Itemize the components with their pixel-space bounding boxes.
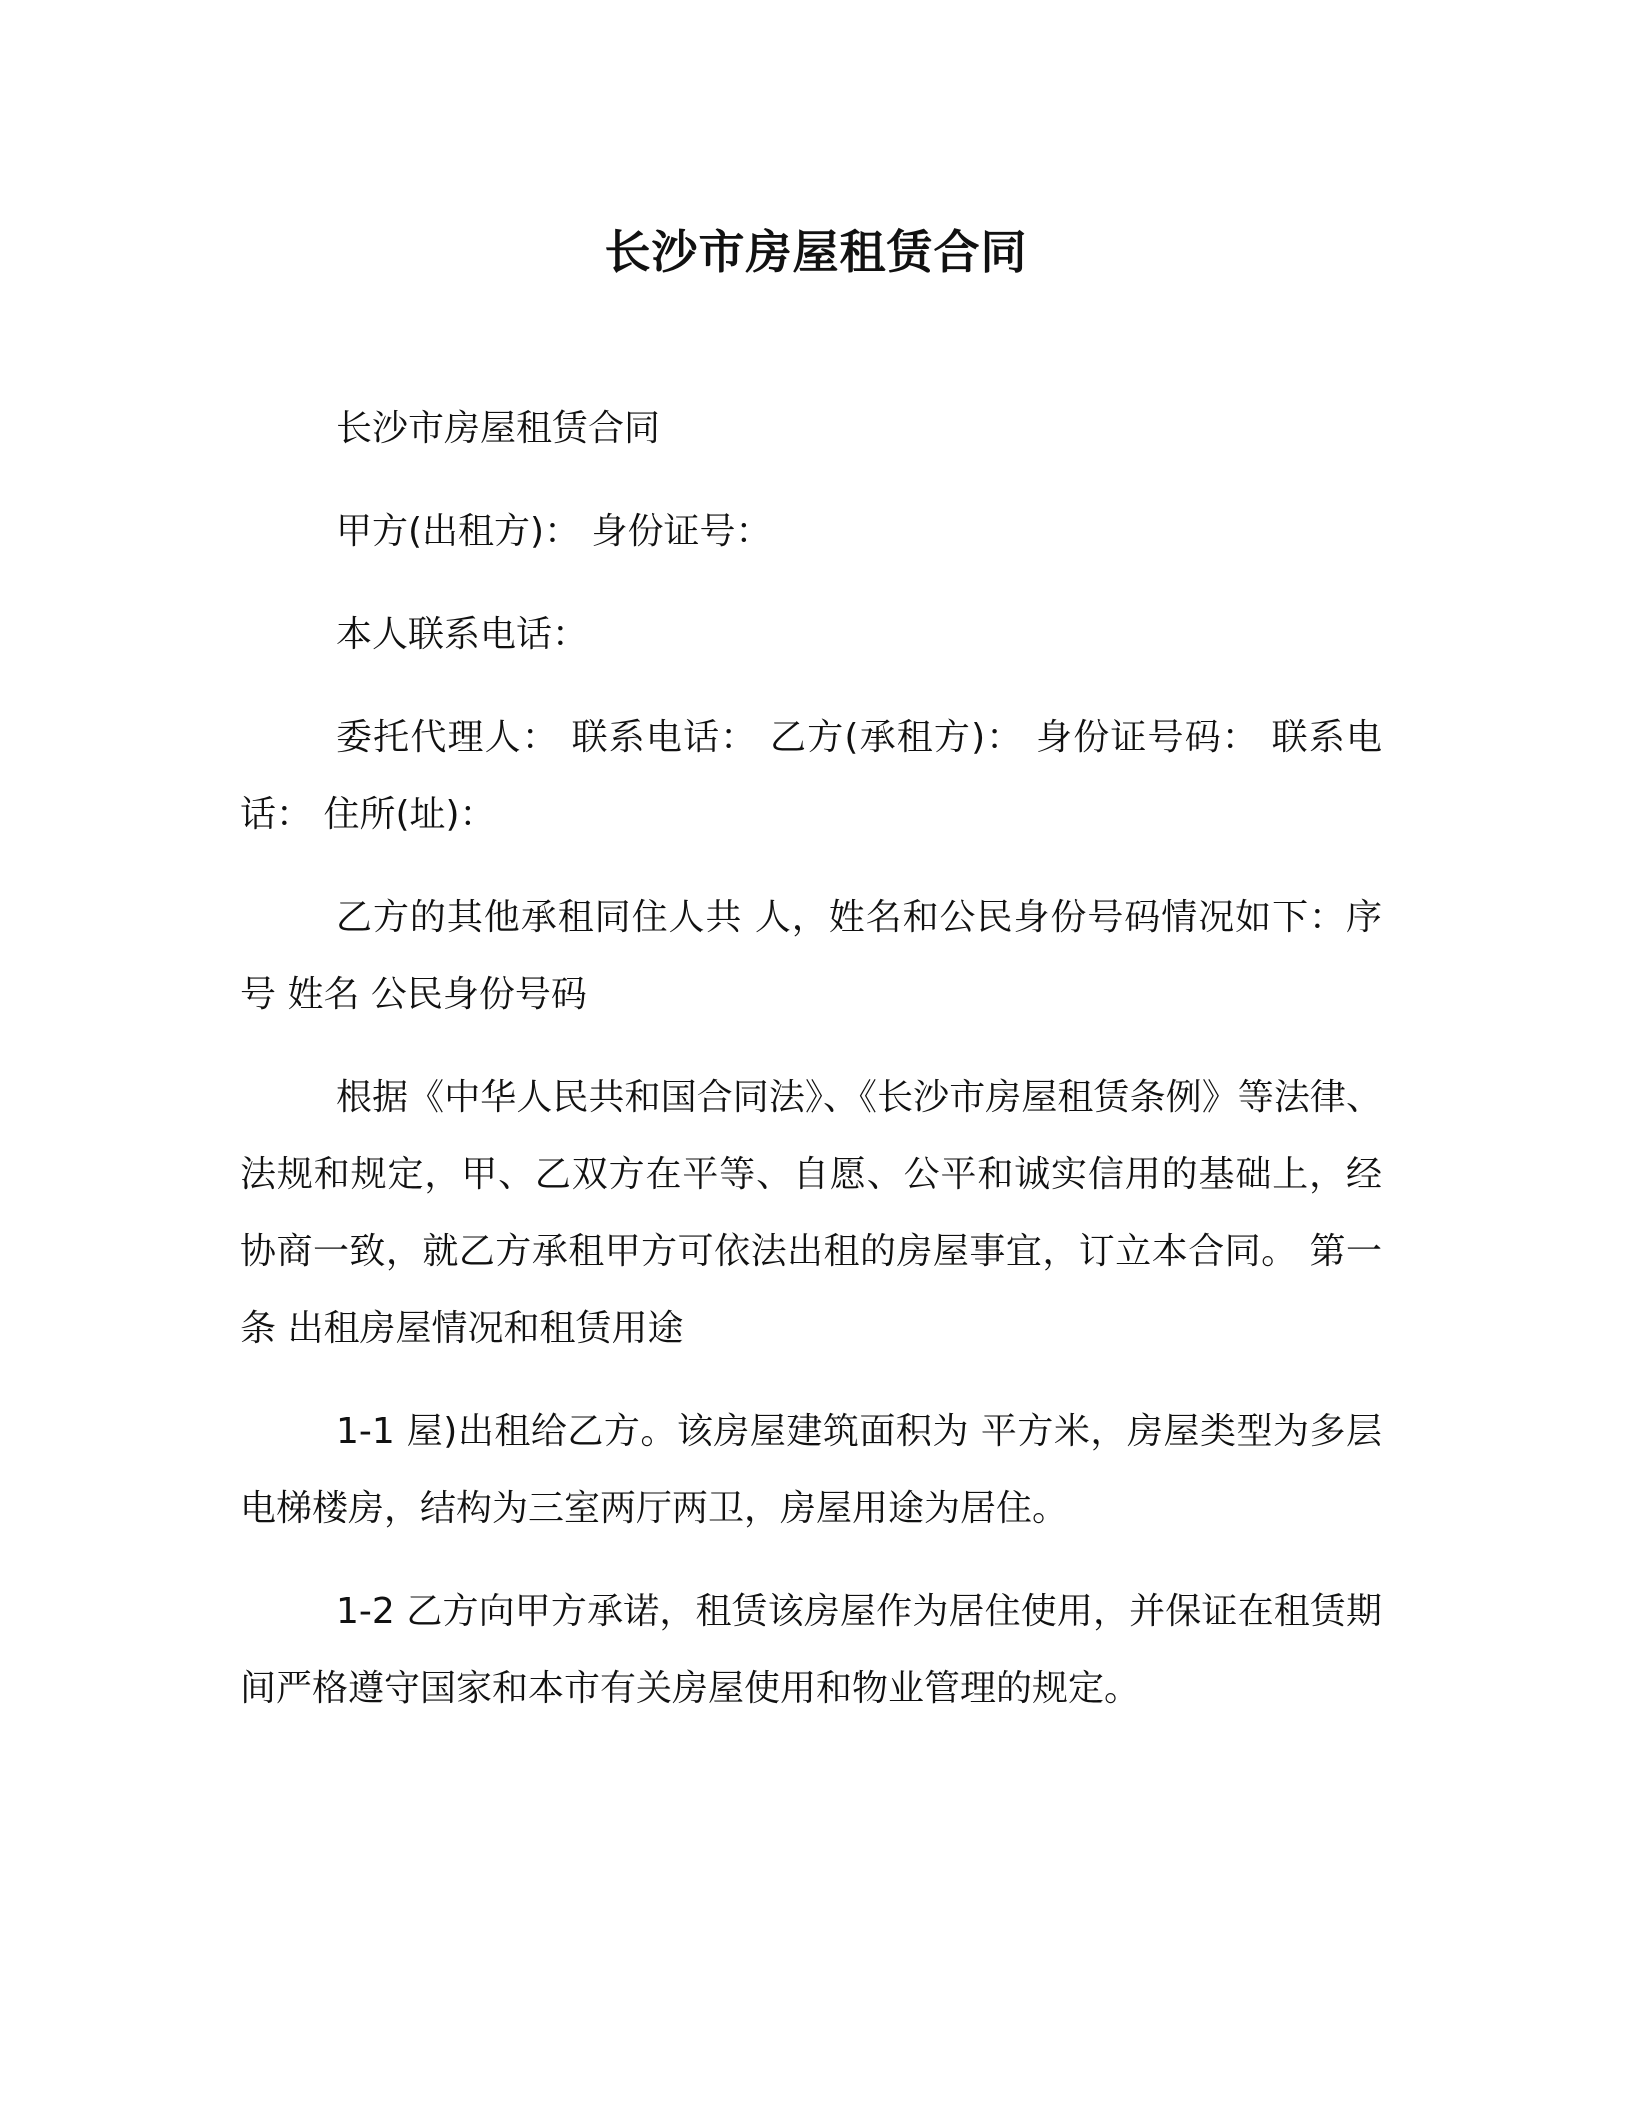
paragraph-clause-1-1: 1-1 屋)出租给乙方。该房屋建筑面积为 平方米，房屋类型为多层电梯楼房，结构为三室两厅两卫，房屋用途为居住。: [240, 1411, 1382, 1529]
paragraph-phone: 本人联系电话：: [336, 614, 589, 655]
paragraph-party-a: 甲方(出租方)： 身份证号：: [336, 511, 772, 552]
paragraph-agent-party-b: 委托代理人： 联系电话： 乙方(承租方)： 身份证号码： 联系电话： 住所(址)：: [240, 717, 1382, 835]
paragraph-heading: 长沙市房屋租赁合同: [336, 408, 661, 449]
paragraph-cotenants: 乙方的其他承租同住人共 人，姓名和公民身份号码情况如下：序号 姓名 公民身份号码: [240, 897, 1382, 1015]
document-title: 长沙市房屋租赁合同: [604, 225, 1028, 279]
paragraph-clause-1-2: 1-2 乙方向甲方承诺，租赁该房屋作为居住使用，并保证在租赁期间严格遵守国家和本市有关房屋使用和物业管理的规定。: [240, 1591, 1382, 1709]
paragraph-basis: 根据《中华人民共和国合同法》、《长沙市房屋租赁条例》等法律、法规和规定，甲、乙双方在平等、自愿、公平和诚实信用的基础上，经协商一致，就乙方承租甲方可依法出租的房屋事宜，订立本合同。 第一条 出租房屋情况和租赁用途: [240, 1077, 1382, 1349]
document-body: [240, 390, 1382, 1753]
